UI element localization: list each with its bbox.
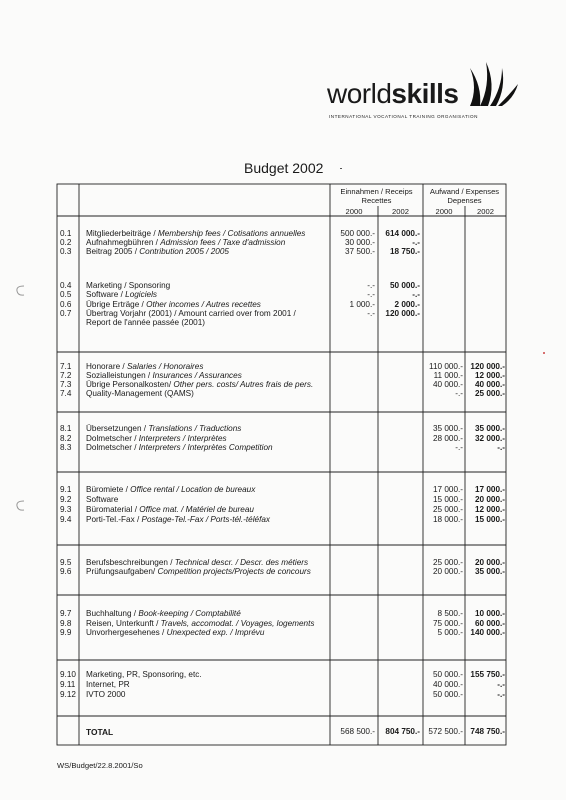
punch-hole-icon [14, 284, 28, 298]
row-description-de: Aufnahmegbühren / [86, 238, 161, 247]
row-number: 9.1 [60, 485, 72, 494]
receipts-2002-cell: 2 000.- [394, 300, 420, 309]
expenses-2002-cell: 20 000.- [474, 558, 505, 567]
row-description-de: Marketing / Sponsoring [86, 281, 171, 290]
row-description-de: Marketing, PR, Sponsoring, etc. [86, 670, 202, 679]
expenses-2002-cell: 35 000.- [474, 567, 505, 576]
receipts-2002-cell: -.- [412, 238, 420, 247]
expenses-2000-cell: 50 000.- [432, 670, 463, 679]
row-description-de: Unvorhergesehenes / [86, 628, 167, 637]
header-expenses-label-fr: Depenses [447, 196, 482, 205]
row-number: 0.2 [60, 238, 72, 247]
expenses-2000-cell: 28 000.- [432, 434, 463, 443]
receipts-2000-cell: -.- [367, 290, 375, 299]
row-description-translation: Interpreters / Interprètes Competition [138, 443, 273, 452]
row-description-de: Buchhaltung / [86, 609, 139, 618]
row-description-de: Übrige Erträge / [86, 300, 147, 309]
receipts-2000-cell: -.- [367, 309, 375, 318]
expenses-2000-cell: 18 000.- [432, 515, 463, 524]
expenses-2000-cell: 50 000.- [432, 690, 463, 699]
row-description-de: Software [86, 495, 119, 504]
row-description [86, 495, 118, 504]
row-description-de: Beitrag 2005 / [86, 247, 140, 256]
expenses-2002-cell: 20 000.- [474, 495, 505, 504]
expenses-2002-cell: -.- [497, 680, 505, 689]
expenses-2002-cell: -.- [497, 690, 505, 699]
document-reference: WS/Budget/22.8.2001/So [57, 761, 143, 770]
row-description [86, 318, 205, 327]
row-number: 0.4 [60, 281, 72, 290]
row-number: 7.3 [60, 380, 72, 389]
header-receipts [330, 187, 423, 205]
row-description [86, 690, 125, 699]
row-description-de: Prüfungsaufgaben/ [86, 567, 158, 576]
row-description-de: Übertrag Vorjahr (2001) / Amount carried over from 2001 / [86, 309, 296, 318]
row-description [86, 628, 264, 637]
row-number: 0.6 [60, 300, 72, 309]
row-number: 8.2 [60, 434, 72, 443]
row-description [86, 443, 273, 452]
row-description-de: Büromaterial / [86, 505, 140, 514]
expenses-2000-cell: 25 000.- [432, 558, 463, 567]
logo-word-light: world [327, 78, 392, 109]
row-description-de: Honorare / [86, 362, 127, 371]
row-description-translation: Admission fees / Taxe d'admission [160, 238, 286, 247]
row-description-translation: Other pers. costs/ Autres frais de pers. [173, 380, 314, 389]
header-expenses-2000: 2000 [435, 207, 453, 216]
red-mark [543, 352, 545, 354]
row-description-translation: Salaries / Honoraires [126, 362, 204, 371]
row-description-translation: Other incomes / Autres recettes [146, 300, 261, 309]
row-description-translation: Technical descr. / Descr. des métiers [174, 558, 309, 567]
row-description [86, 434, 227, 443]
expenses-2002-cell: 25 000.- [474, 389, 505, 398]
row-description-translation: Book-keeping / Comptabilité [138, 609, 241, 618]
total-receipts-2002: 804 750.- [385, 727, 420, 736]
expenses-2002-cell: 35 000.- [474, 424, 505, 433]
row-description-translation: Translations / Traductions [148, 424, 242, 433]
expenses-2000-cell: 8 500.- [437, 609, 463, 618]
row-number: 9.5 [60, 558, 72, 567]
row-description [86, 371, 242, 380]
expenses-2002-cell: 12 000.- [474, 505, 505, 514]
row-number: 9.4 [60, 515, 72, 524]
receipts-2000-cell: -.- [367, 281, 375, 290]
expenses-2000-cell: 110 000.- [429, 362, 463, 371]
row-description-de: Quality-Management (QAMS) [86, 389, 194, 398]
row-description [86, 389, 194, 398]
receipts-2002-cell: 614 000.- [385, 229, 420, 238]
receipts-2000-cell: 30 000.- [344, 238, 375, 247]
receipts-2002-cell: 120 000.- [385, 309, 420, 318]
row-number: 9.10 [60, 670, 76, 679]
row-description [86, 619, 314, 628]
row-number: 0.1 [60, 229, 72, 238]
row-description [86, 670, 202, 679]
header-expenses-2002: 2002 [477, 207, 494, 216]
header-receipts-label-fr: Recettes [361, 196, 392, 205]
row-description-translation: Contribution 2005 / 2005 [139, 247, 229, 256]
row-number: 9.6 [60, 567, 72, 576]
expenses-2000-cell: 35 000.- [432, 424, 463, 433]
row-description [86, 505, 254, 514]
row-description [86, 380, 313, 389]
row-description [86, 247, 229, 256]
row-description-de: Übersetzungen / [86, 424, 149, 433]
expenses-2000-cell: 20 000.- [432, 567, 463, 576]
row-number: 9.8 [60, 619, 72, 628]
row-number: 9.3 [60, 505, 72, 514]
row-number: 9.7 [60, 609, 72, 618]
expenses-2002-cell: 15 000.- [474, 515, 505, 524]
expenses-2000-cell: 25 000.- [432, 505, 463, 514]
receipts-2000-cell: 500 000.- [340, 229, 375, 238]
receipts-2002-cell: 50 000.- [389, 281, 420, 290]
expenses-2002-cell: 10 000.- [474, 609, 505, 618]
page-title: Budget 2002 [244, 160, 324, 176]
row-description-translation: Insurances / Assurances [152, 371, 242, 380]
row-description-de: Sozialleistungen / [86, 371, 153, 380]
row-description [86, 229, 305, 238]
row-description-de: Büromiete / [86, 485, 131, 494]
row-number: 8.3 [60, 443, 72, 452]
row-number: 8.1 [60, 424, 72, 433]
expenses-2000-cell: 15 000.- [432, 495, 463, 504]
row-description-de: IVTO 2000 [86, 690, 126, 699]
row-description-de: Übrige Personalkosten/ [86, 380, 174, 389]
expenses-2000-cell: 40 000.- [432, 680, 463, 689]
expenses-2002-cell: 60 000.- [474, 619, 505, 628]
row-description [86, 609, 241, 618]
row-description [86, 485, 255, 494]
expenses-2000-cell: -.- [455, 443, 463, 452]
row-number: 0.7 [60, 309, 72, 318]
row-number: 7.4 [60, 389, 72, 398]
expenses-2002-cell: 120 000.- [470, 362, 505, 371]
total-expenses-2002: 748 750.- [470, 727, 505, 736]
row-description [86, 300, 261, 309]
total-receipts-2000: 568 500.- [340, 727, 375, 736]
expenses-2002-cell: 17 000.- [474, 485, 505, 494]
row-description [86, 567, 311, 576]
row-description-de: Software / [86, 290, 126, 299]
expenses-2000-cell: 17 000.- [432, 485, 463, 494]
row-number: 7.2 [60, 371, 72, 380]
expenses-2002-cell: 32 000.- [474, 434, 505, 443]
row-description [86, 238, 285, 247]
expenses-2002-cell: -.- [497, 443, 505, 452]
row-number: 9.11 [60, 680, 76, 689]
total-expenses-2000: 572 500.- [428, 727, 463, 736]
expenses-2000-cell: 40 000.- [432, 380, 463, 389]
row-description [86, 424, 241, 433]
expenses-2002-cell: 12 000.- [474, 371, 505, 380]
row-number: 9.9 [60, 628, 72, 637]
row-number: 7.1 [60, 362, 72, 371]
expenses-2000-cell: -.- [455, 389, 463, 398]
row-description [86, 515, 270, 524]
row-description-de: Porti-Tel.-Fax / [86, 515, 142, 524]
header-expenses [423, 187, 506, 205]
row-description-de: Reisen, Unterkunft / [86, 619, 161, 628]
row-description-translation: Travels, accomodat. / Voyages, logements [160, 619, 315, 628]
row-description-translation: Office mat. / Matériel de bureau [139, 505, 254, 514]
receipts-2000-cell: 1 000.- [349, 300, 375, 309]
row-description-de: Berufsbeschreibungen / [86, 558, 175, 567]
header-receipts-2000: 2000 [345, 207, 363, 216]
row-description-de: Mitgliederbeiträge / [86, 229, 158, 238]
total-label: TOTAL [86, 727, 114, 737]
row-number: 0.3 [60, 247, 72, 256]
row-description-translation: Logiciels [125, 290, 157, 299]
row-number: 0.5 [60, 290, 72, 299]
row-description-translation: Interpreters / Interprètes [138, 434, 227, 443]
punch-hole-icon [14, 499, 28, 513]
row-description-de: Internet, PR [86, 680, 130, 689]
expenses-2000-cell: 11 000.- [433, 371, 463, 380]
receipts-2000-cell: 37 500.- [344, 247, 375, 256]
expenses-2002-cell: 40 000.- [474, 380, 505, 389]
row-description-translation: Postage-Tel.-Fax / Ports-tél.-téléfax [141, 515, 270, 524]
expenses-2002-cell: 155 750.- [470, 670, 505, 679]
logo-subtitle: INTERNATIONAL VOCATIONAL TRAINING ORGANISATION [329, 114, 478, 119]
row-description-translation: Unexpected exp. / Imprévu [166, 628, 265, 637]
row-number: 9.2 [60, 495, 72, 504]
row-description [86, 558, 308, 567]
header-receipts-label: Einnahmen / Receips [340, 187, 413, 196]
row-description-translation: Membership fees / Cotisations annuelles [157, 229, 306, 238]
row-description [86, 362, 203, 371]
row-description-de: Dolmetscher / [86, 434, 139, 443]
row-description [86, 290, 157, 299]
row-description-de: Dolmetscher / [86, 443, 139, 452]
expenses-2000-cell: 75 000.- [432, 619, 463, 628]
row-description [86, 309, 296, 318]
receipts-2002-cell: 18 750.- [389, 247, 420, 256]
expenses-2002-cell: 140 000.- [470, 628, 505, 637]
row-description [86, 281, 170, 290]
logo-word-bold: skills [391, 78, 459, 109]
receipts-2002-cell: -.- [412, 290, 420, 299]
row-description-translation: Office rental / Location de bureaux [130, 485, 256, 494]
header-receipts-2002: 2002 [392, 207, 409, 216]
expenses-2000-cell: 5 000.- [437, 628, 463, 637]
row-description-de: Report de l'année passée (2001) [86, 318, 205, 327]
row-description-translation: Competition projects/Projects de concours [157, 567, 311, 576]
header-expenses-label: Aufwand / Expenses [429, 187, 500, 196]
row-number: 9.12 [60, 690, 76, 699]
row-description [86, 680, 130, 689]
